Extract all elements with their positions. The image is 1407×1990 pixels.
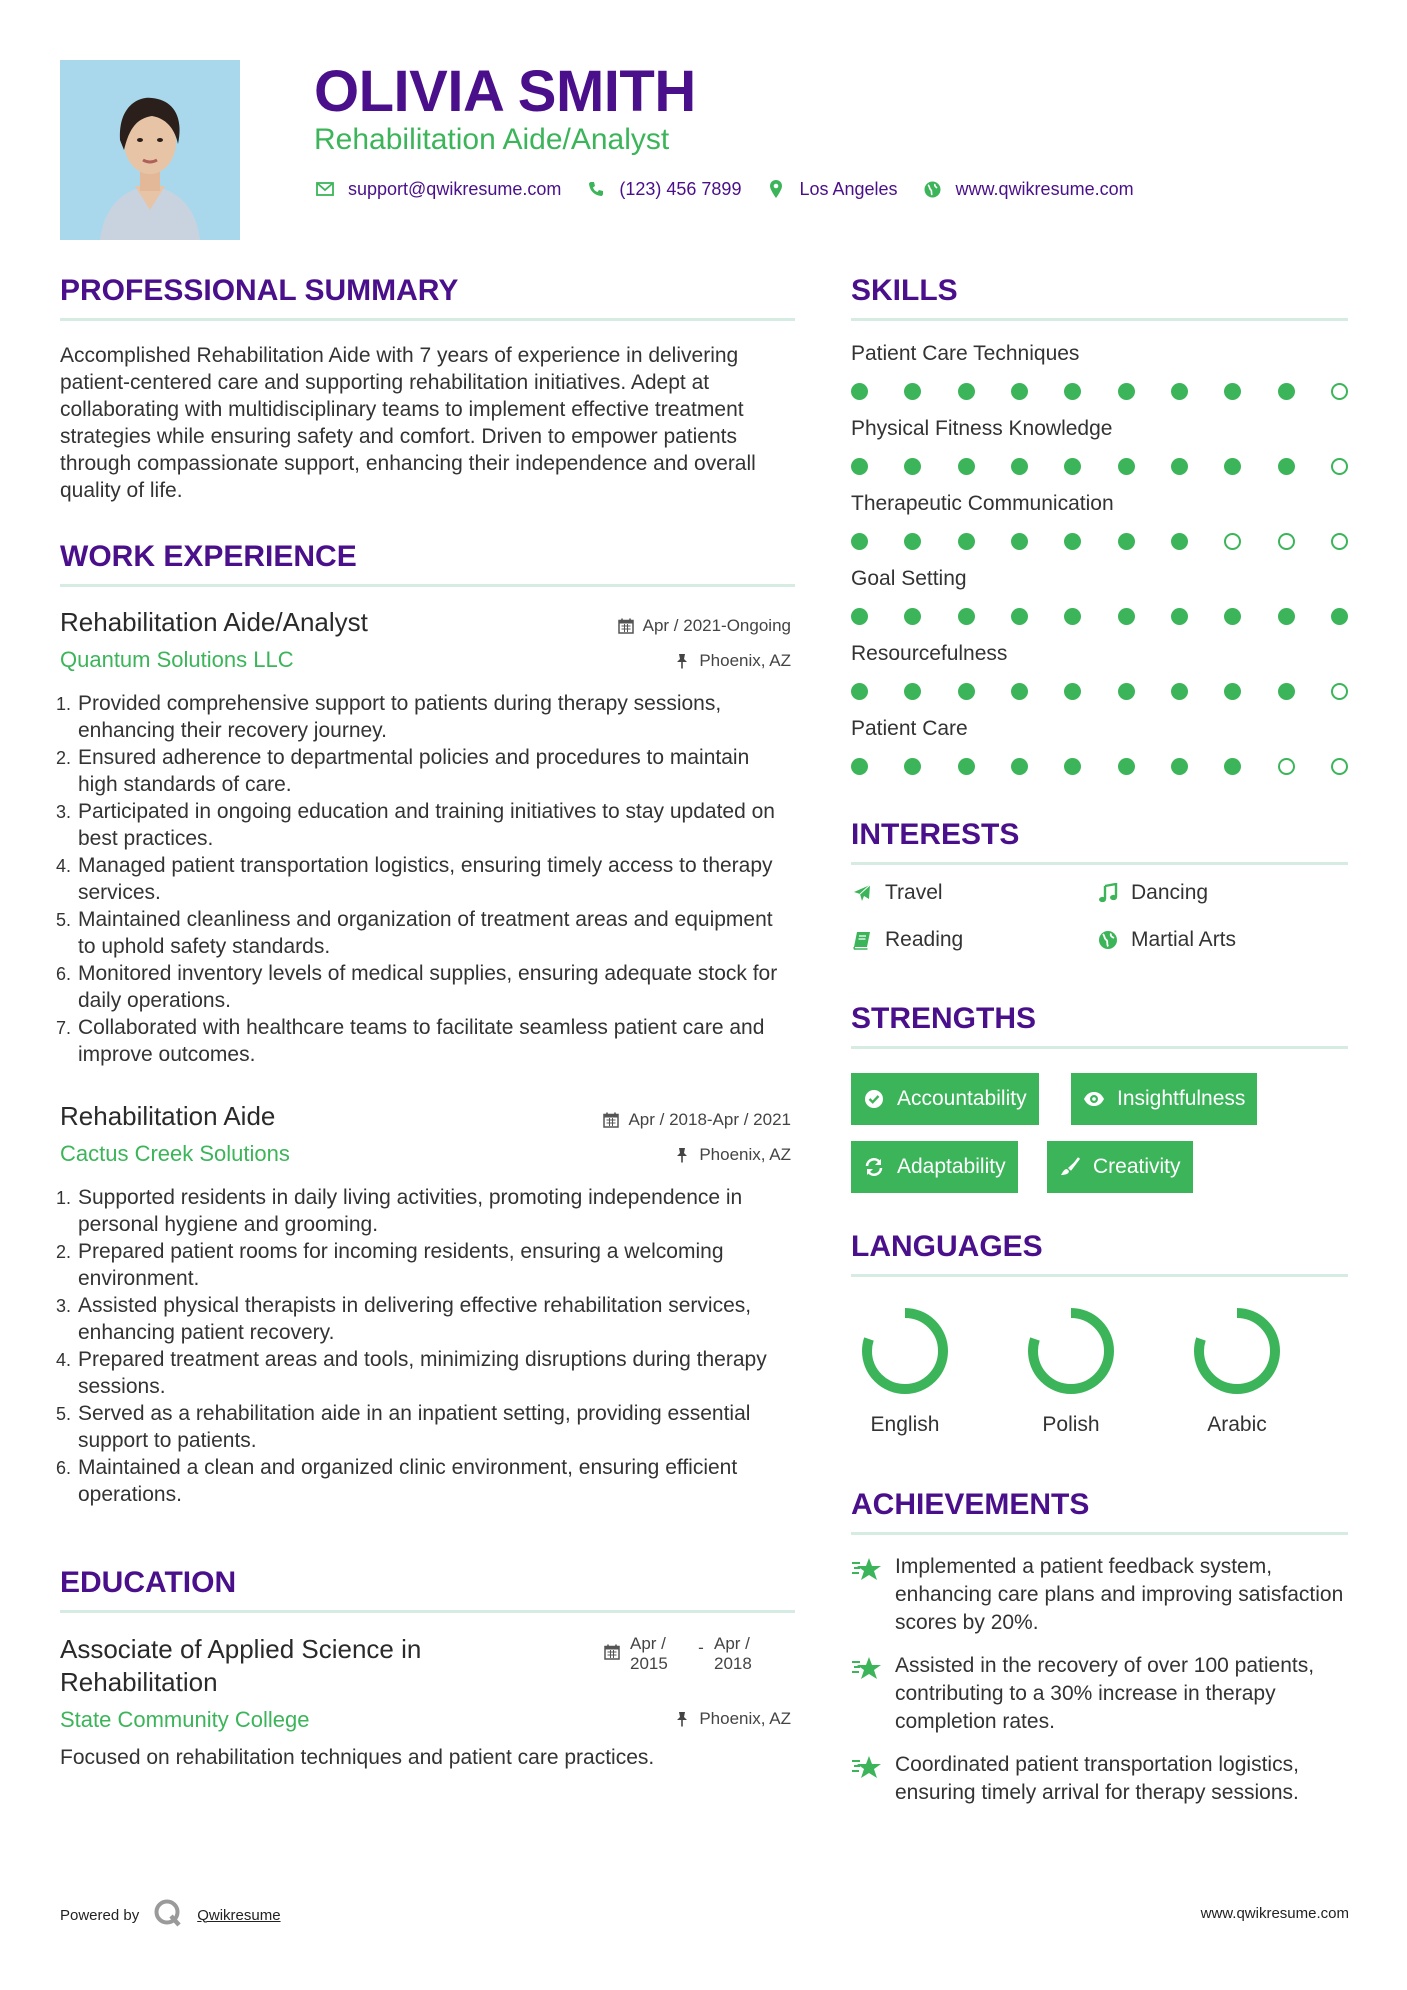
skill-rating [851, 683, 1348, 701]
interest-label: Martial Arts [1131, 928, 1237, 951]
rating-dot-filled [1011, 383, 1028, 400]
calendar-icon [604, 1644, 622, 1662]
strengths-heading: STRENGTHS [851, 1002, 1037, 1035]
pushpin-icon [673, 1146, 691, 1164]
achievement-text: Coordinated patient transportation logistics, ensuring timely arrival for therapy sessions. [895, 1753, 1299, 1804]
strength-label: Accountability [897, 1087, 1027, 1110]
contact-bar [314, 178, 1158, 200]
rating-dot-filled [1118, 683, 1135, 700]
profile-photo [60, 60, 240, 240]
rating-dot-filled [1011, 608, 1028, 625]
envelope-icon [314, 178, 336, 200]
education-end [714, 1634, 772, 1674]
education-start-month: Apr / [630, 1634, 666, 1653]
rating-dot-filled [1064, 533, 1081, 550]
list-item: Assisted physical therapists in delivering effective rehabilitation services, enhancing patient recovery. [78, 1294, 752, 1344]
job-dates [617, 616, 791, 636]
star-badge-icon [851, 1751, 895, 1807]
interest-label: Reading [885, 928, 964, 951]
pushpin-icon [673, 1710, 691, 1728]
contact-email[interactable]: support@qwikresume.com [348, 178, 562, 199]
list-item: Supported residents in daily living activities, promoting independence in personal hygiene and grooming. [78, 1186, 743, 1236]
contact-phone[interactable]: (123) 456 7899 [619, 178, 742, 199]
rating-dot-empty [1278, 533, 1295, 550]
rating-dot-filled [1171, 383, 1188, 400]
achievements-divider [851, 1532, 1348, 1535]
language-proficiency-ring [1023, 1303, 1119, 1399]
strengths-divider [851, 1046, 1348, 1049]
experience-heading: WORK EXPERIENCE [60, 540, 357, 573]
book-icon [851, 929, 873, 951]
paintbrush-icon [1059, 1156, 1081, 1178]
strength-label: Creativity [1093, 1155, 1181, 1178]
job-location-text: Phoenix, AZ [699, 651, 791, 670]
language-name: Polish [1042, 1413, 1100, 1436]
job-location-text: Phoenix, AZ [699, 1145, 791, 1164]
achievement-text: Implemented a patient feedback system, enhancing care plans and improving satisfaction scores by 20%. [895, 1555, 1344, 1634]
education-description: Focused on rehabilitation techniques and patient care practices. [60, 1746, 655, 1769]
list-item: Ensured adherence to departmental policies and procedures to maintain high standards of care. [78, 746, 750, 796]
strength-badge [1071, 1073, 1257, 1125]
rating-dot-filled [1118, 608, 1135, 625]
summary-heading: PROFESSIONAL SUMMARY [60, 274, 459, 307]
job-bullets [60, 690, 780, 1068]
job-title: Rehabilitation Aide/Analyst [60, 607, 368, 637]
rating-dot-filled [1278, 383, 1295, 400]
summary-divider [60, 318, 795, 321]
education-location-text: Phoenix, AZ [699, 1709, 791, 1728]
rating-dot-filled [1278, 458, 1295, 475]
education-dates [604, 1634, 772, 1674]
list-item: Maintained cleanliness and organization of treatment areas and equipment to uphold safety standards. [78, 908, 773, 958]
star-badge-icon [851, 1652, 895, 1736]
education-location [673, 1709, 791, 1729]
rating-dot-filled [1171, 683, 1188, 700]
rating-dot-filled [958, 458, 975, 475]
languages-heading: LANGUAGES [851, 1230, 1043, 1263]
music-icon [1097, 882, 1119, 904]
list-item: Provided comprehensive support to patients during therapy sessions, enhancing their recovery journey. [78, 692, 722, 742]
job-bullets [60, 1184, 780, 1508]
interest-item [851, 928, 963, 952]
job-location [673, 1145, 791, 1165]
strength-label: Adaptability [897, 1155, 1006, 1178]
rating-dot-filled [1118, 458, 1135, 475]
rating-dot-filled [904, 758, 921, 775]
list-item: Maintained a clean and organized clinic environment, ensuring efficient operations. [78, 1456, 738, 1506]
education-start [630, 1634, 688, 1674]
interest-label: Travel [885, 881, 943, 904]
skill-name: Physical Fitness Knowledge [851, 417, 1113, 440]
rating-dot-empty [1331, 533, 1348, 550]
list-item: Served as a rehabilitation aide in an inpatient setting, providing essential support to patients. [78, 1402, 751, 1452]
rating-dot-filled [851, 383, 868, 400]
globe-icon [1097, 929, 1119, 951]
rating-dot-filled [1224, 758, 1241, 775]
list-item: Monitored inventory levels of medical supplies, ensuring adequate stock for daily operations. [78, 962, 778, 1012]
language-proficiency-ring [1189, 1303, 1285, 1399]
rating-dot-filled [1064, 683, 1081, 700]
education-end-month: Apr / [714, 1634, 750, 1653]
list-item: Participated in ongoing education and training initiatives to stay updated on best practices. [78, 800, 775, 850]
globe-icon [922, 178, 944, 200]
pushpin-icon [673, 652, 691, 670]
strength-badge [851, 1073, 1039, 1125]
list-item: Prepared patient rooms for incoming residents, ensuring a welcoming environment. [78, 1240, 724, 1290]
job-dates-text: Apr / 2021-Ongoing [642, 616, 791, 635]
rating-dot-empty [1278, 758, 1295, 775]
rating-dot-filled [1278, 683, 1295, 700]
powered-by-label: Powered by [60, 1906, 140, 1924]
rating-dot-empty [1331, 683, 1348, 700]
skill-name: Resourcefulness [851, 642, 1008, 665]
language-item [1182, 1303, 1292, 1437]
interest-item [851, 881, 943, 905]
rating-dot-filled [1171, 758, 1188, 775]
phone-icon [585, 178, 607, 200]
rating-dot-filled [1278, 608, 1295, 625]
job-title: Rehabilitation Aide [60, 1101, 276, 1131]
candidate-role: Rehabilitation Aide/Analyst [314, 123, 670, 156]
qwikresume-logo-icon [153, 1898, 183, 1932]
rating-dot-filled [1064, 383, 1081, 400]
language-proficiency-ring [857, 1303, 953, 1399]
skill-rating [851, 383, 1348, 401]
interests-heading: INTERESTS [851, 818, 1020, 851]
rating-dot-filled [1064, 608, 1081, 625]
language-name: Arabic [1207, 1413, 1267, 1436]
rating-dot-filled [1064, 458, 1081, 475]
qwikresume-link[interactable]: Qwikresume [197, 1906, 281, 1924]
job-dates [602, 1110, 791, 1130]
rating-dot-filled [1224, 608, 1241, 625]
strength-badge [851, 1141, 1018, 1193]
rating-dot-filled [1171, 533, 1188, 550]
check-circle-icon [863, 1088, 885, 1110]
education-date-separator: - [698, 1638, 704, 1657]
job-dates-text: Apr / 2018-Apr / 2021 [628, 1110, 791, 1129]
strength-label: Insightfulness [1117, 1087, 1246, 1110]
rating-dot-filled [1118, 533, 1135, 550]
rating-dot-filled [958, 758, 975, 775]
rating-dot-empty [1331, 383, 1348, 400]
rating-dot-filled [958, 683, 975, 700]
rating-dot-filled [904, 608, 921, 625]
footer-url[interactable]: www.qwikresume.com [1200, 1905, 1349, 1922]
rating-dot-empty [1331, 458, 1348, 475]
rating-dot-filled [1224, 383, 1241, 400]
rating-dot-filled [958, 533, 975, 550]
language-ring-arc [867, 1313, 943, 1389]
education-end-year: 2018 [714, 1654, 752, 1673]
skill-name: Patient Care Techniques [851, 342, 1080, 365]
education-divider [60, 1610, 795, 1613]
contact-location: Los Angeles [799, 178, 898, 199]
skill-rating [851, 758, 1348, 776]
achievement-item [851, 1751, 1351, 1807]
footer-powered-by [60, 1898, 281, 1932]
skill-name: Therapeutic Communication [851, 492, 1114, 515]
interest-label: Dancing [1131, 881, 1209, 904]
rating-dot-filled [1224, 683, 1241, 700]
eye-icon [1083, 1088, 1105, 1110]
plane-icon [851, 882, 873, 904]
rating-dot-filled [1331, 608, 1348, 625]
map-pin-icon [765, 178, 787, 200]
language-ring-arc [1199, 1313, 1275, 1389]
calendar-icon [602, 1111, 620, 1129]
rating-dot-filled [1118, 383, 1135, 400]
strength-badge [1047, 1141, 1193, 1193]
rating-dot-filled [1171, 608, 1188, 625]
rating-dot-filled [904, 683, 921, 700]
education-heading: EDUCATION [60, 1566, 237, 1599]
rating-dot-filled [1011, 533, 1028, 550]
skill-rating [851, 608, 1348, 626]
rating-dot-empty [1331, 758, 1348, 775]
skills-heading: SKILLS [851, 274, 958, 307]
list-item: Prepared treatment areas and tools, minimizing disruptions during therapy sessions. [78, 1348, 767, 1398]
rating-dot-filled [851, 683, 868, 700]
experience-divider [60, 584, 795, 587]
interest-item [1097, 881, 1208, 905]
rating-dot-filled [1171, 458, 1188, 475]
skill-rating [851, 533, 1348, 551]
achievement-text: Assisted in the recovery of over 100 patients, contributing to a 30% increase in therapy completion rates. [895, 1654, 1315, 1733]
rating-dot-filled [1064, 758, 1081, 775]
languages-divider [851, 1274, 1348, 1277]
rating-dot-filled [904, 458, 921, 475]
rating-dot-filled [1011, 458, 1028, 475]
list-item: Managed patient transportation logistics, ensuring timely access to therapy services. [78, 854, 773, 904]
list-item: Collaborated with healthcare teams to facilitate seamless patient care and improve outcomes. [78, 1016, 765, 1066]
language-item [850, 1303, 960, 1437]
rating-dot-filled [958, 608, 975, 625]
language-item [1016, 1303, 1126, 1437]
skill-name: Patient Care [851, 717, 968, 740]
interest-item [1097, 928, 1236, 952]
language-name: English [870, 1413, 940, 1436]
rating-dot-filled [851, 458, 868, 475]
calendar-icon [617, 617, 635, 635]
rating-dot-filled [1011, 758, 1028, 775]
rating-dot-filled [851, 533, 868, 550]
rating-dot-filled [1224, 458, 1241, 475]
skill-rating [851, 458, 1348, 476]
contact-website[interactable]: www.qwikresume.com [955, 178, 1134, 199]
rating-dot-filled [904, 533, 921, 550]
rating-dot-filled [904, 383, 921, 400]
star-badge-icon [851, 1553, 895, 1637]
rating-dot-filled [1118, 758, 1135, 775]
job-company: Cactus Creek Solutions [60, 1141, 290, 1166]
school-name: State Community College [60, 1707, 310, 1732]
degree-title: Associate of Applied Science in Rehabilitation [60, 1634, 422, 1697]
job-location [673, 651, 791, 671]
refresh-icon [863, 1156, 885, 1178]
achievement-item [851, 1652, 1351, 1736]
skills-divider [851, 318, 1348, 321]
achievements-heading: ACHIEVEMENTS [851, 1488, 1090, 1521]
job-company: Quantum Solutions LLC [60, 647, 294, 672]
skill-name: Goal Setting [851, 567, 967, 590]
language-ring-arc [1033, 1313, 1109, 1389]
achievement-item [851, 1553, 1351, 1637]
rating-dot-filled [1011, 683, 1028, 700]
rating-dot-filled [958, 383, 975, 400]
education-start-year: 2015 [630, 1654, 668, 1673]
interests-divider [851, 862, 1348, 865]
summary-text: Accomplished Rehabilitation Aide with 7 years of experience in delivering patient-centered care and supporting rehabilitation initiatives. Adept at collaborating with multidisciplinary teams to implement effective treatment strategies while ensuring safety and comfort. Driven to empower patients through compassionate support, enhancing their independence and overall quality of life. [60, 344, 756, 502]
rating-dot-filled [851, 758, 868, 775]
candidate-name: OLIVIA SMITH [314, 59, 696, 124]
rating-dot-empty [1224, 533, 1241, 550]
rating-dot-filled [851, 608, 868, 625]
